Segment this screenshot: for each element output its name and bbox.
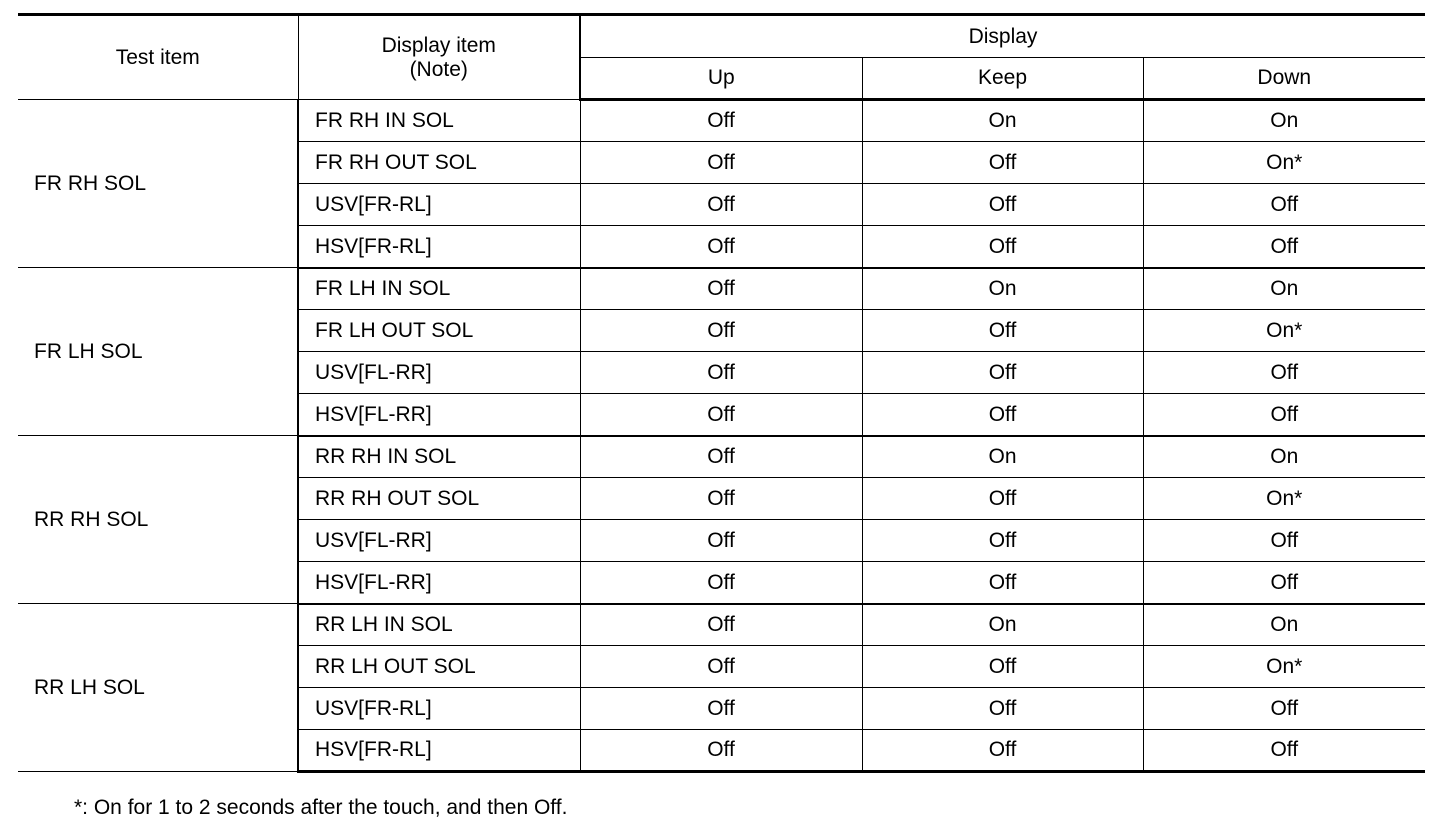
down-value-cell: On* <box>1143 142 1425 184</box>
header-up: Up <box>580 58 862 100</box>
keep-value-cell: On <box>862 436 1143 478</box>
down-value-cell: Off <box>1143 688 1425 730</box>
up-value-cell: Off <box>580 436 862 478</box>
keep-value-cell: Off <box>862 646 1143 688</box>
test-item-cell: FR RH SOL <box>18 100 298 268</box>
down-value-cell: Off <box>1143 352 1425 394</box>
keep-value-cell: Off <box>862 394 1143 436</box>
display-item-cell: USV[FR-RL] <box>298 688 580 730</box>
keep-value-cell: Off <box>862 730 1143 772</box>
table-row <box>18 604 1425 646</box>
keep-value-cell: Off <box>862 520 1143 562</box>
up-value-cell: Off <box>580 226 862 268</box>
up-value-cell: Off <box>580 520 862 562</box>
keep-value-cell: On <box>862 268 1143 310</box>
display-item-cell: RR LH IN SOL <box>298 604 580 646</box>
up-value-cell: Off <box>580 604 862 646</box>
table-header <box>18 15 1425 100</box>
down-value-cell: On <box>1143 604 1425 646</box>
down-value-cell: On <box>1143 436 1425 478</box>
up-value-cell: Off <box>580 562 862 604</box>
keep-value-cell: On <box>862 100 1143 142</box>
keep-value-cell: Off <box>862 688 1143 730</box>
down-value-cell: Off <box>1143 394 1425 436</box>
down-value-cell: Off <box>1143 184 1425 226</box>
display-item-cell: HSV[FL-RR] <box>298 394 580 436</box>
display-item-cell: HSV[FR-RL] <box>298 730 580 772</box>
header-display-item <box>298 15 580 100</box>
keep-value-cell: On <box>862 604 1143 646</box>
down-value-cell: On <box>1143 268 1425 310</box>
up-value-cell: Off <box>580 310 862 352</box>
display-item-cell: RR RH OUT SOL <box>298 478 580 520</box>
header-display: Display <box>580 15 1425 58</box>
up-value-cell: Off <box>580 394 862 436</box>
display-item-cell: USV[FL-RR] <box>298 352 580 394</box>
display-item-cell: FR RH IN SOL <box>298 100 580 142</box>
up-value-cell: Off <box>580 352 862 394</box>
down-value-cell: On* <box>1143 478 1425 520</box>
down-value-cell: Off <box>1143 226 1425 268</box>
display-item-cell: FR LH IN SOL <box>298 268 580 310</box>
up-value-cell: Off <box>580 730 862 772</box>
active-test-table <box>18 13 1425 773</box>
header-down: Down <box>1143 58 1425 100</box>
keep-value-cell: Off <box>862 310 1143 352</box>
keep-value-cell: Off <box>862 226 1143 268</box>
display-item-cell: FR RH OUT SOL <box>298 142 580 184</box>
down-value-cell: On* <box>1143 646 1425 688</box>
header-test-item: Test item <box>18 15 298 100</box>
display-item-cell: HSV[FR-RL] <box>298 226 580 268</box>
display-item-cell: RR RH IN SOL <box>298 436 580 478</box>
keep-value-cell: Off <box>862 184 1143 226</box>
display-item-cell: FR LH OUT SOL <box>298 310 580 352</box>
header-display-item-label: Display item <box>381 34 496 58</box>
down-value-cell: On* <box>1143 310 1425 352</box>
up-value-cell: Off <box>580 688 862 730</box>
test-item-cell: RR RH SOL <box>18 436 298 604</box>
display-item-cell: USV[FR-RL] <box>298 184 580 226</box>
up-value-cell: Off <box>580 184 862 226</box>
keep-value-cell: Off <box>862 562 1143 604</box>
up-value-cell: Off <box>580 478 862 520</box>
down-value-cell: On <box>1143 100 1425 142</box>
keep-value-cell: Off <box>862 142 1143 184</box>
table-row <box>18 268 1425 310</box>
keep-value-cell: Off <box>862 352 1143 394</box>
display-item-cell: RR LH OUT SOL <box>298 646 580 688</box>
up-value-cell: Off <box>580 142 862 184</box>
up-value-cell: Off <box>580 100 862 142</box>
footnote: *: On for 1 to 2 seconds after the touch, and then Off. <box>74 796 568 819</box>
up-value-cell: Off <box>580 268 862 310</box>
header-display-item-note: (Note) <box>409 57 468 81</box>
table-row <box>18 100 1425 142</box>
header-keep: Keep <box>862 58 1143 100</box>
test-item-cell: FR LH SOL <box>18 268 298 436</box>
table-container <box>18 13 1426 773</box>
table-body <box>18 100 1425 772</box>
display-item-cell: HSV[FL-RR] <box>298 562 580 604</box>
display-item-cell: USV[FL-RR] <box>298 520 580 562</box>
table-row <box>18 436 1425 478</box>
up-value-cell: Off <box>580 646 862 688</box>
test-item-cell: RR LH SOL <box>18 604 298 772</box>
keep-value-cell: Off <box>862 478 1143 520</box>
down-value-cell: Off <box>1143 562 1425 604</box>
down-value-cell: Off <box>1143 730 1425 772</box>
down-value-cell: Off <box>1143 520 1425 562</box>
